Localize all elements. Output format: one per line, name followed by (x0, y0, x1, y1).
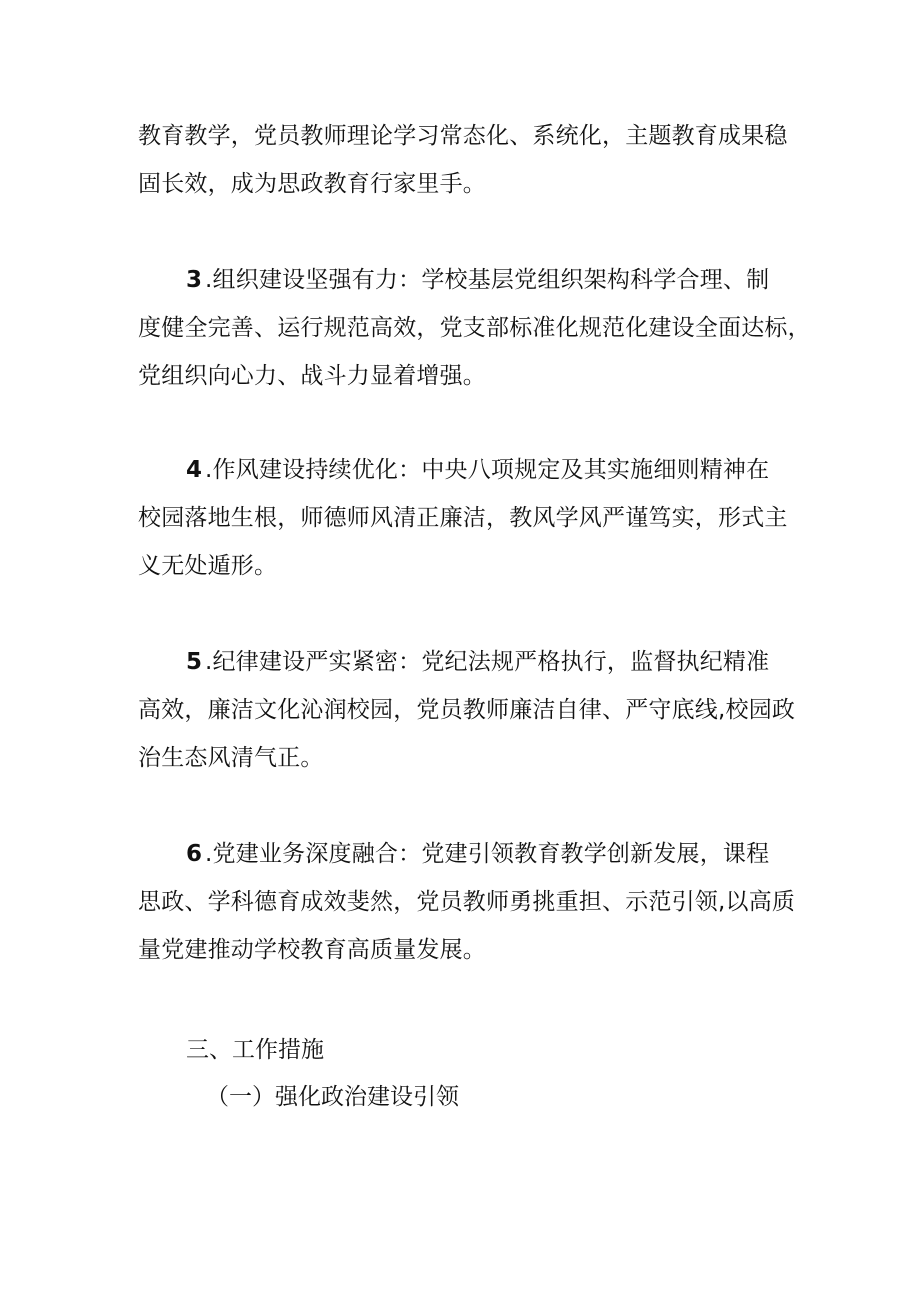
paragraph-lead-line (138, 256, 788, 304)
paragraph-line: 思政、学科德育成效斐然，党员教师勇挑重担、示范引领,以高质 (138, 889, 796, 915)
paragraph-item-3 (138, 256, 811, 400)
paragraph-item-5 (138, 638, 796, 782)
paragraph-line: 党组织向心力、战斗力显着增强。 (138, 363, 486, 389)
section-heading: 三、工作措施 (186, 1037, 324, 1063)
item-lead-text: .组织建设坚强有力：学校基层党组织架构科学合理、制 (205, 267, 770, 293)
paragraph-continuation (138, 112, 788, 208)
paragraph-line: 高效，廉洁文化沁润校园，党员教师廉洁自律、严守底线,校园政 (138, 697, 796, 723)
item-lead-text: .作风建设持续优化：中央八项规定及其实施细则精神在 (205, 457, 770, 483)
item-number: 3 (186, 267, 206, 293)
item-number: 6 (186, 841, 206, 867)
paragraph-line: 治生态风清气正。 (138, 745, 324, 771)
item-number: 4 (186, 457, 206, 483)
item-number: 5 (186, 649, 206, 675)
paragraph-line: 固长效，成为思政教育行家里手。 (138, 171, 486, 197)
paragraph-line: 义无处遁形。 (138, 553, 278, 579)
paragraph-lead-line (138, 830, 788, 878)
subsection-heading: （一）强化政治建设引领 (206, 1084, 459, 1110)
item-lead-text: .党建业务深度融合：党建引领教育教学创新发展，课程 (205, 841, 770, 867)
item-lead-text: .纪律建设严实紧密：党纪法规严格执行，监督执纪精准 (205, 649, 770, 675)
paragraph-line: 量党建推动学校教育高质量发展。 (138, 937, 486, 963)
paragraph-line: 教育教学，党员教师理论学习常态化、系统化，主题教育成果稳 (138, 123, 788, 149)
paragraph-item-4 (138, 446, 788, 590)
paragraph-lead-line (138, 638, 788, 686)
paragraph-line: 校园落地生根，师德师风清正廉洁，教风学风严谨笃实，形式主 (138, 505, 788, 531)
paragraph-item-6 (138, 830, 796, 974)
paragraph-lead-line (138, 446, 788, 494)
paragraph-line: 度健全完善、运行规范高效，党支部标准化规范化建设全面达标， (138, 315, 811, 341)
